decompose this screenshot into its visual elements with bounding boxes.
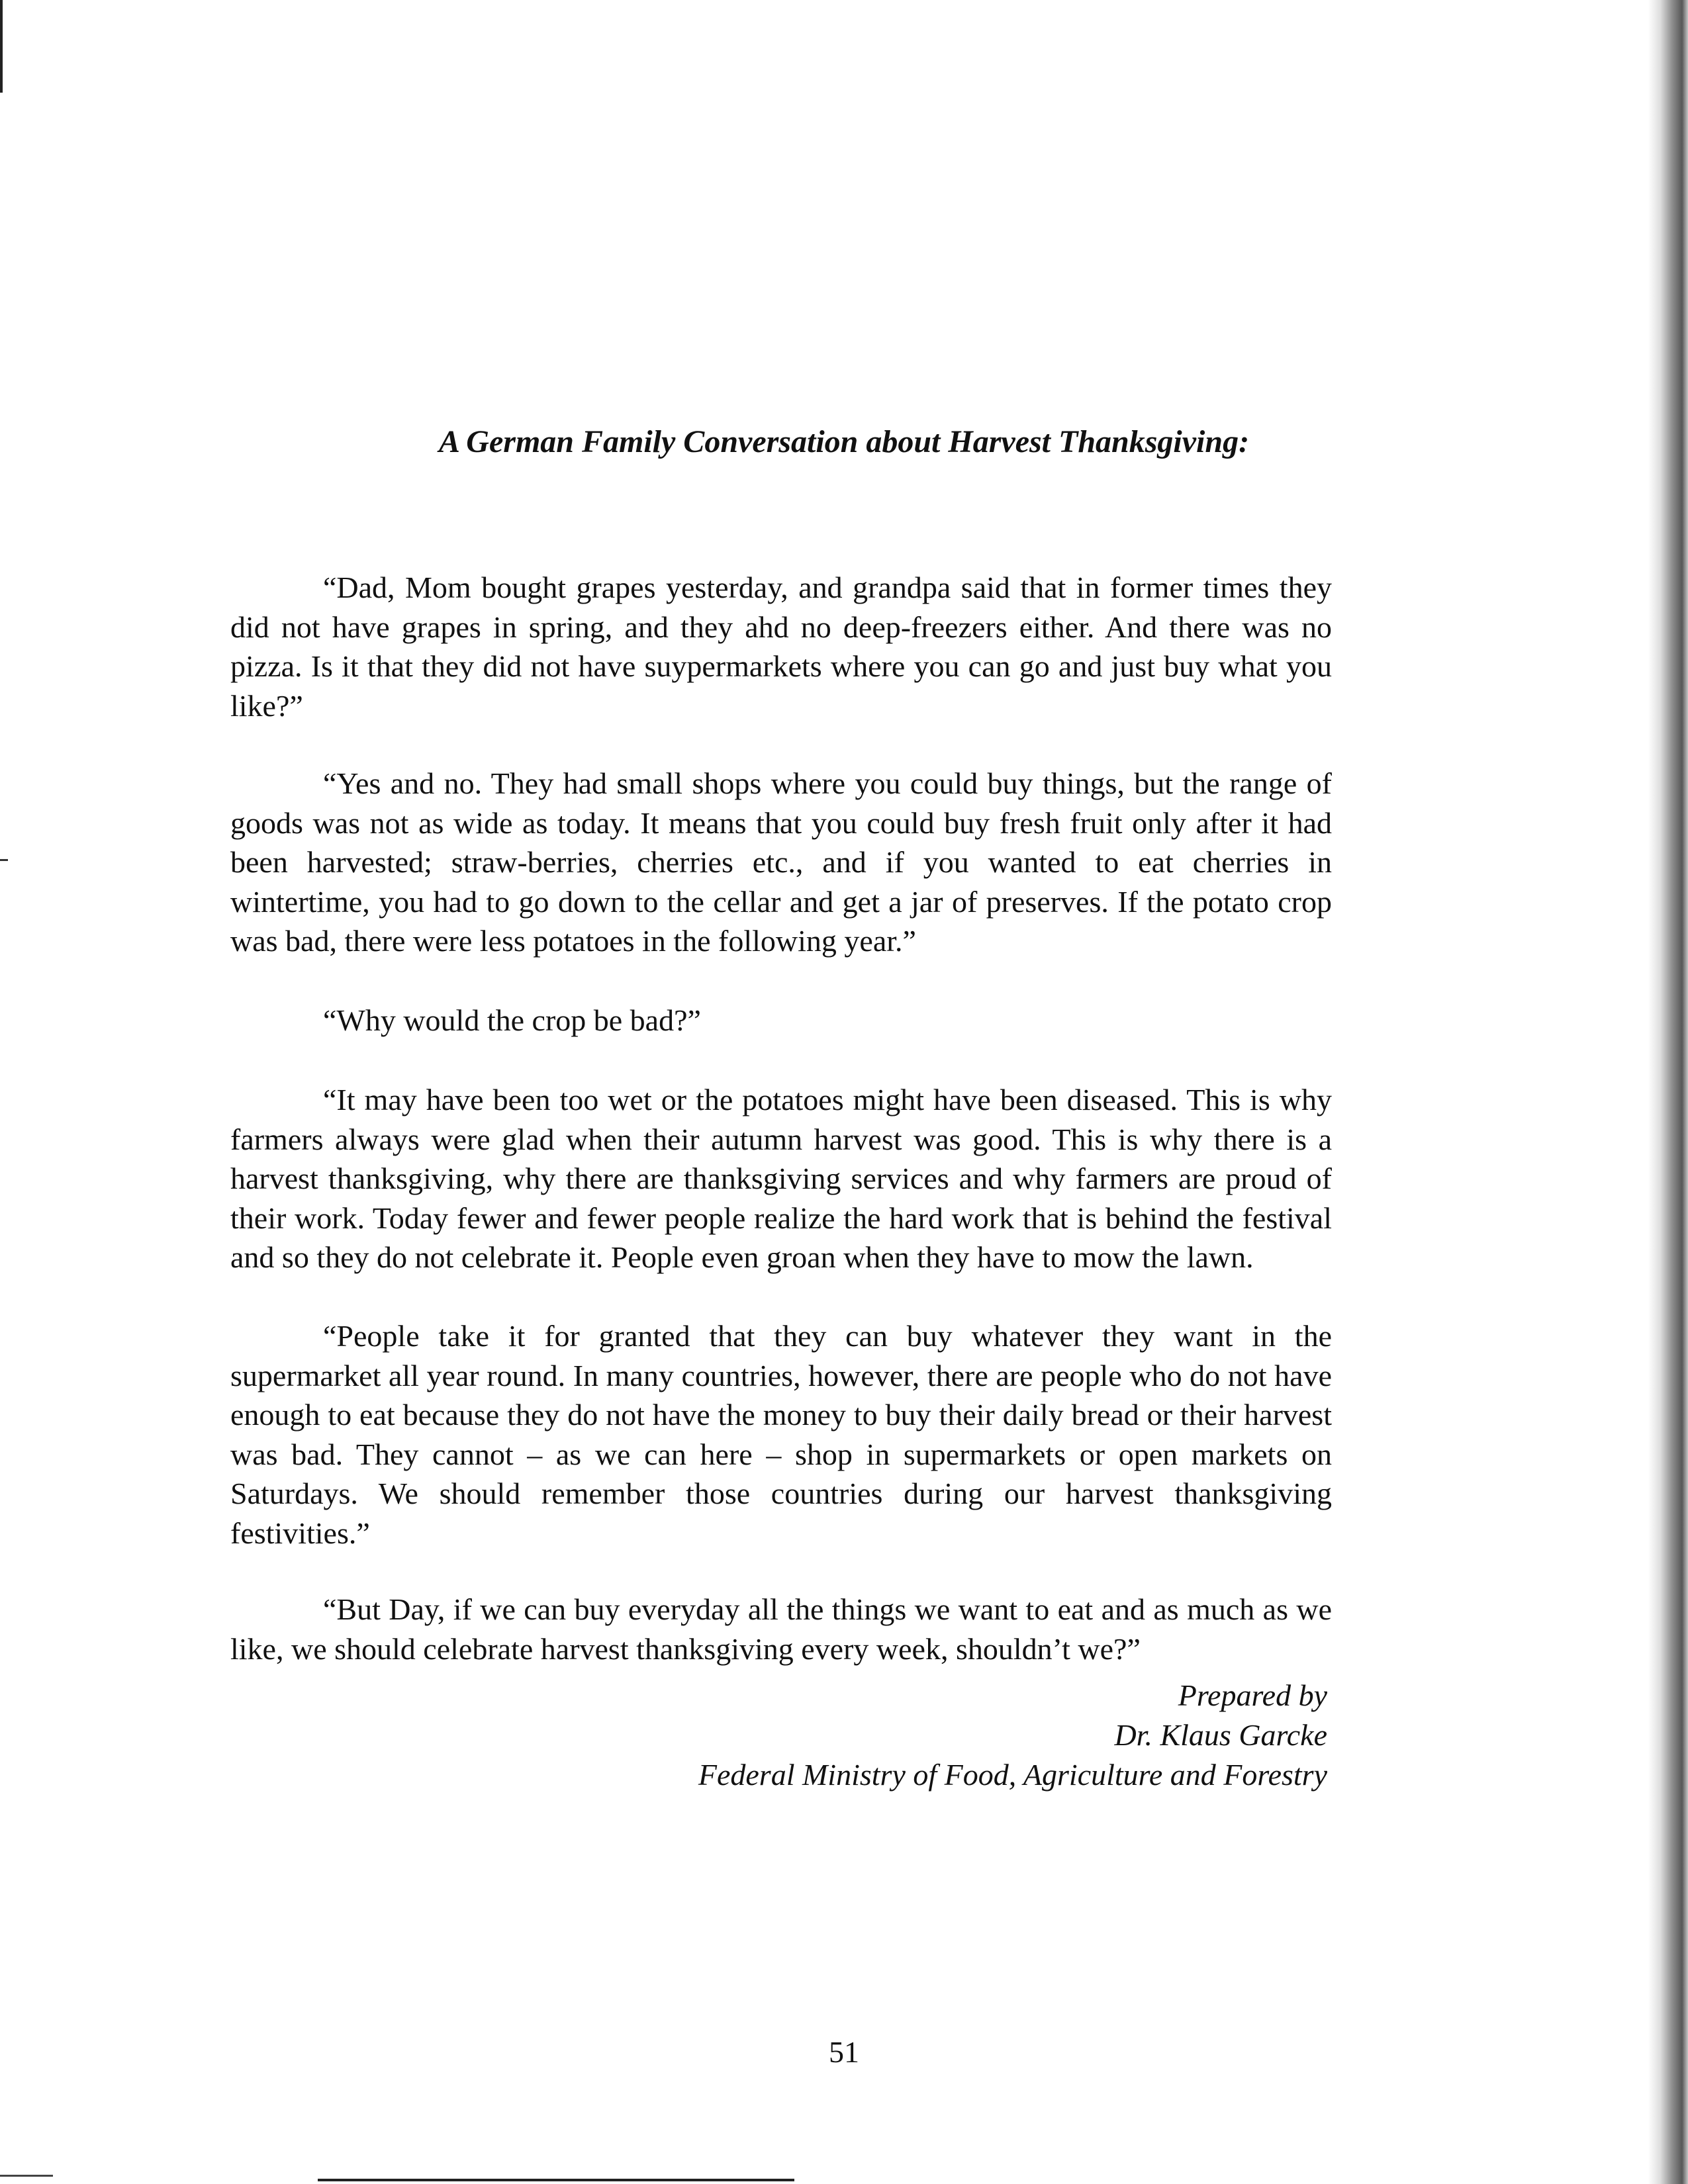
paragraph-2: “Yes and no. They had small shops where you could buy things, but the range of goods was not as wide as today. It means that you could buy fresh fruit only after it had been harvested; straw-berries, cherries etc., and if you wanted to eat cherries in wintertime, you had to go down to the cellar and get a jar of preserves. If the potato crop was bad, there were less potatoes in the following year.”: [230, 766, 1332, 958]
paragraph-6: “But Day, if we can buy everyday all the things we want to eat and as much as we like, we should celebrate harvest thanksgiving every week, shouldn’t we?”: [230, 1592, 1332, 1666]
scan-edge-right: [1648, 0, 1688, 2184]
paragraph-1: “Dad, Mom bought grapes yesterday, and grandpa said that in former times they did not have grapes in spring, and they ahd no deep-freezers either. And there was no pizza. Is it that they did not have suypermarkets where you can go and just buy what you like?”: [230, 570, 1332, 723]
signature-block: [698, 1676, 1327, 1795]
paragraph-4: “It may have been too wet or the potatoes might have been diseased. This is why farmers always were glad when their autumn harvest was good. This is why there is a harvest thanksgiving, why there are thanksgiving services and why farmers are proud of their work. Today fewer and fewer people realize the hard work that is behind the festival and so they do not celebrate it. People even groan when they have to mow the lawn.: [230, 1083, 1332, 1274]
scan-line-left: [0, 2175, 53, 2177]
signature-prepared-by: Prepared by: [1178, 1678, 1327, 1712]
paragraph-3: “Why would the crop be bad?”: [323, 1003, 701, 1037]
document-title: A German Family Conversation about Harvest Thanksgiving:: [438, 424, 1250, 459]
scan-edge-left: [0, 0, 3, 93]
signature-author: Dr. Klaus Garcke: [1114, 1718, 1327, 1752]
scan-mark: [0, 859, 8, 861]
signature-organization: Federal Ministry of Food, Agriculture and Forestry: [698, 1758, 1327, 1792]
page-number: 51: [829, 2035, 859, 2069]
scan-line: [318, 2179, 794, 2181]
paragraph-5: “People take it for granted that they can buy whatever they want in the supermarket all year round. In many countries, however, there are people who do not have enough to eat because they do not have the money to buy their daily bread or their harvest was bad. They cannot – as we can here – shop in supermarkets or open markets on Saturdays. We should remember those countries during our harvest thanksgiving festivities.”: [230, 1319, 1332, 1550]
